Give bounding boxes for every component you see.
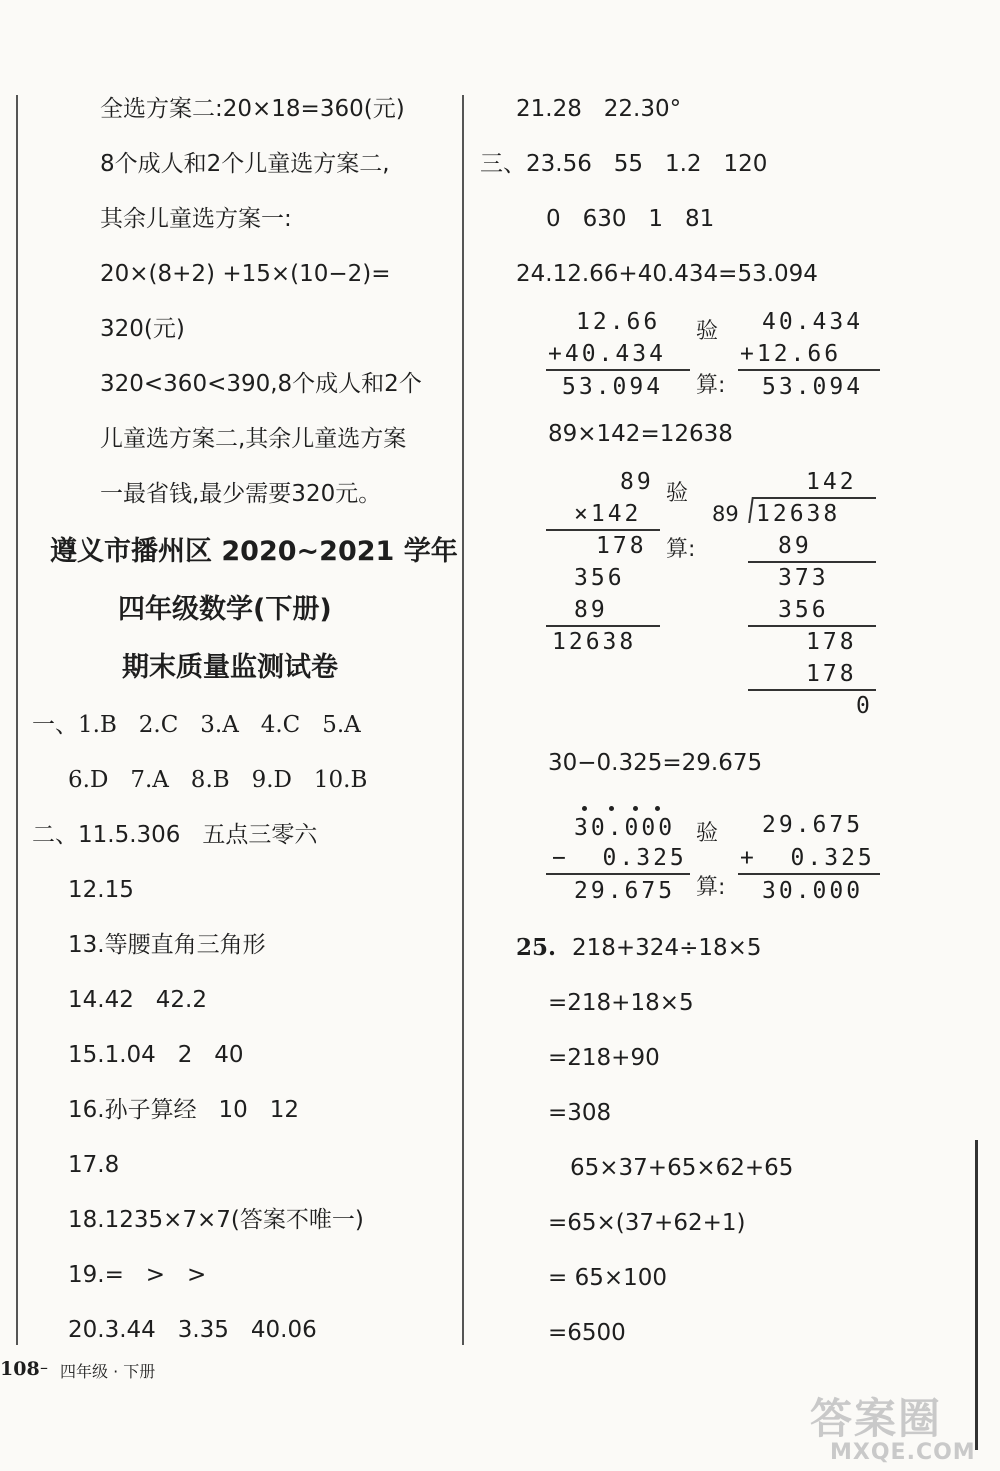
question-14: 14.42 42.2 xyxy=(68,987,207,1013)
div-dividend: 12638 xyxy=(756,501,841,527)
question-23-b: 0 630 1 81 xyxy=(546,206,715,232)
exam-title-line2: 四年级数学(下册) xyxy=(118,594,332,625)
check-add-result: 53.094 xyxy=(762,374,864,400)
text-line: 8个成人和2个儿童选方案二, xyxy=(100,151,390,177)
check-add-bottom: +12.66 xyxy=(740,341,842,367)
yan-label: 验 xyxy=(666,481,689,506)
footer-grade: 四年级 · 下册 xyxy=(60,1362,156,1381)
div-step-4: 178 xyxy=(806,629,857,655)
mul-result: 12638 xyxy=(552,629,637,655)
question-23-a: 三、23.56 55 1.2 120 xyxy=(480,151,768,177)
mul-partial-2: 356 xyxy=(574,565,625,591)
page-number: 108 xyxy=(0,1358,40,1380)
borrow-dot xyxy=(582,806,587,811)
div-quotient: 142 xyxy=(806,469,857,495)
check-sub-bottom: + 0.325 xyxy=(740,845,875,871)
text-line: 320<360<390,8个成人和2个 xyxy=(100,371,422,397)
check-sub-rule xyxy=(738,873,880,875)
mul-b: ×142 xyxy=(574,501,642,527)
question-11: 二、11.5.306 五点三零六 xyxy=(32,822,318,848)
mul-partial-3: 89 xyxy=(574,597,608,623)
q25b-line: 65×37+65×62+65 xyxy=(570,1155,794,1181)
sub-result: 29.675 xyxy=(574,878,676,904)
question-12: 12.15 xyxy=(68,877,134,903)
subtraction-equation: 30−0.325=29.675 xyxy=(548,750,763,776)
right-page-edge xyxy=(975,1140,978,1450)
question-20: 20.3.44 3.35 40.06 xyxy=(68,1317,317,1343)
text-line: 儿童选方案二,其余儿童选方案 xyxy=(100,426,407,452)
add-top: 12.66 xyxy=(576,309,661,335)
text-line: 20×(8+2) +15×(10−2)= xyxy=(100,261,391,287)
borrow-dot xyxy=(655,806,660,811)
borrow-dot xyxy=(633,806,638,811)
question-24-equation: 24.12.66+40.434=53.094 xyxy=(516,261,818,287)
sub-top: 30.000 xyxy=(574,815,676,841)
text-line: 一最省钱,最少需要320元。 xyxy=(100,481,382,507)
exam-title-line1: 遵义市播州区 2020~2021 学年 xyxy=(50,536,458,567)
question-25-label: 25. xyxy=(516,934,557,961)
question-16: 16.孙子算经 10 12 xyxy=(68,1097,299,1123)
suan-label: 算: xyxy=(696,875,726,900)
footer-dash: – xyxy=(40,1358,48,1377)
mul-partial-1: 178 xyxy=(596,533,647,559)
watermark-url: MXQE.COM xyxy=(830,1440,976,1465)
exam-title-line3: 期末质量监测试卷 xyxy=(122,652,338,683)
div-step-2: 373 xyxy=(778,565,829,591)
check-add-top: 40.434 xyxy=(762,309,864,335)
text-line: 其余儿童选方案一: xyxy=(100,206,292,232)
check-add-rule xyxy=(738,369,880,371)
div-step-5: 178 xyxy=(806,661,857,687)
question-15: 15.1.04 2 40 xyxy=(68,1042,244,1068)
section1-answers-a: 一、1.B 2.C 3.A 4.C 5.A xyxy=(32,712,361,738)
q25b-line: = 65×100 xyxy=(548,1265,668,1291)
yan-label: 验 xyxy=(696,821,719,846)
div-bracket xyxy=(748,497,754,523)
left-margin-rule xyxy=(16,95,18,1345)
sub-bottom: − 0.325 xyxy=(552,845,687,871)
div-divisor: 89 xyxy=(712,502,739,526)
question-21-22: 21.28 22.30° xyxy=(516,96,682,122)
q25-line: =218+90 xyxy=(548,1045,660,1071)
add-rule xyxy=(546,369,690,371)
sub-rule xyxy=(546,873,690,875)
div-remainder: 0 xyxy=(856,693,873,719)
add-bottom: +40.434 xyxy=(548,341,666,367)
question-19: 19.= > > xyxy=(68,1262,207,1288)
text-line: 320(元) xyxy=(100,316,185,342)
multiplication-equation: 89×142=12638 xyxy=(548,421,733,447)
suan-label: 算: xyxy=(696,373,726,398)
q25b-line: =65×(37+62+1) xyxy=(548,1210,746,1236)
borrow-dot xyxy=(609,806,614,811)
question-13: 13.等腰直角三角形 xyxy=(68,932,266,958)
column-divider xyxy=(462,95,464,1345)
text-line: 全选方案二:20×18=360(元) xyxy=(100,96,405,122)
suan-label: 算: xyxy=(666,537,696,562)
q25-line: 218+324÷18×5 xyxy=(572,935,762,961)
check-sub-top: 29.675 xyxy=(762,812,864,838)
mul-a: 89 xyxy=(620,469,654,495)
question-18: 18.1235×7×7(答案不唯一) xyxy=(68,1207,364,1233)
q25-line: =218+18×5 xyxy=(548,990,694,1016)
div-step-1: 89 xyxy=(778,533,812,559)
section1-answers-b: 6.D 7.A 8.B 9.D 10.B xyxy=(68,767,368,793)
add-result: 53.094 xyxy=(562,374,664,400)
yan-label: 验 xyxy=(696,319,719,344)
div-step-3: 356 xyxy=(778,597,829,623)
check-sub-result: 30.000 xyxy=(762,878,864,904)
q25-line: =308 xyxy=(548,1100,612,1126)
watermark-logo: 答案圈 xyxy=(810,1394,943,1443)
question-17: 17.8 xyxy=(68,1152,120,1178)
q25b-line: =6500 xyxy=(548,1320,626,1346)
